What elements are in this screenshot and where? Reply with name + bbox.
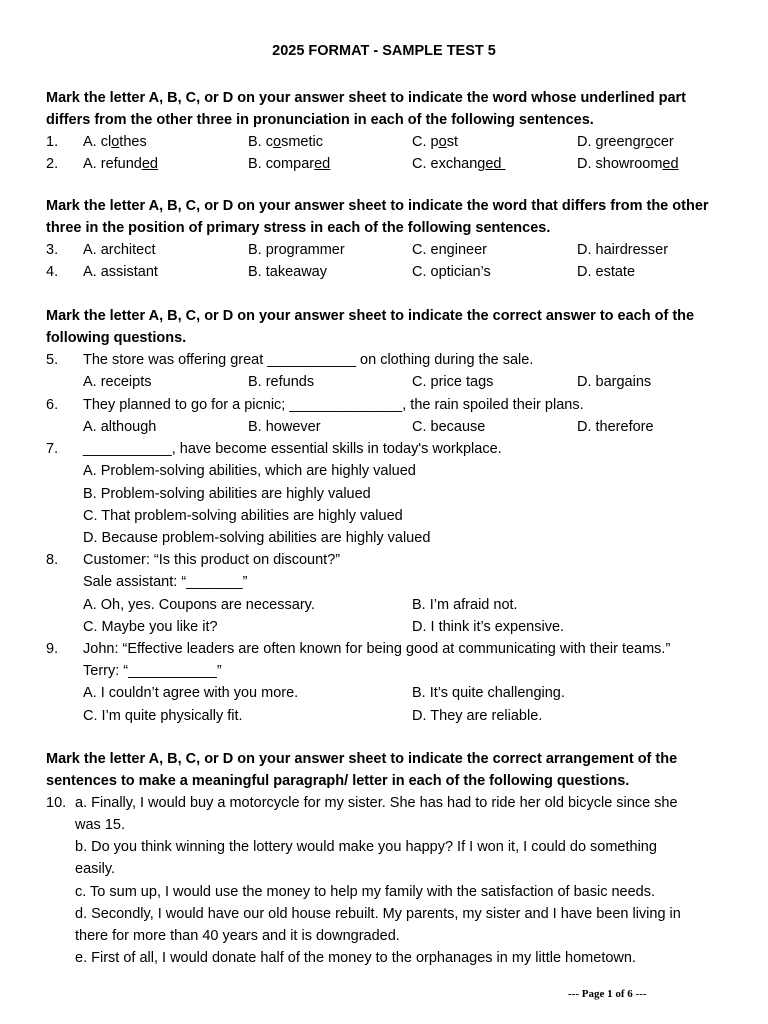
option-c: C. because bbox=[412, 419, 486, 435]
sentence-line: e. First of all, I would donate half of the money to the orphanages in my little hometown. bbox=[75, 950, 636, 966]
section-3-instruction: Mark the letter A, B, C, or D on your answer sheet to indicate the correct answer to each of the following questions. bbox=[46, 308, 695, 346]
question-7-option-d bbox=[0, 527, 768, 549]
option-d: D. Because problem-solving abilities are highly valued bbox=[83, 530, 431, 546]
question-stem: ___________, have become essential skills in today's workplace. bbox=[83, 441, 502, 457]
option-c: C. optician’s bbox=[412, 264, 491, 280]
dialogue-line: Sale assistant: “_______” bbox=[83, 574, 248, 590]
option-b: B. cosmetic bbox=[248, 134, 323, 150]
option-d: D. They are reliable. bbox=[412, 708, 543, 724]
dialogue-line: Terry: “___________” bbox=[83, 663, 222, 679]
option-c: C. engineer bbox=[412, 242, 487, 258]
option-b: B. I’m afraid not. bbox=[412, 597, 518, 613]
question-10-line bbox=[0, 947, 768, 969]
question-number: 2. bbox=[46, 156, 59, 172]
option-c: C. price tags bbox=[412, 374, 494, 390]
option-c: C. Maybe you like it? bbox=[83, 619, 218, 635]
option-d: D. estate bbox=[577, 264, 636, 280]
option-d: D. greengrocer bbox=[577, 134, 674, 150]
sentence-line: d. Secondly, I would have our old house rebuilt. My parents, my sister and I have been living in bbox=[75, 906, 681, 922]
section-4-instruction: Mark the letter A, B, C, or D on your answer sheet to indicate the correct arrangement of the sentences to make a meaningful paragraph/ letter in each of the following questions. bbox=[46, 751, 678, 789]
option-c: C. post bbox=[412, 134, 458, 150]
question-8-options-ab bbox=[0, 594, 768, 616]
question-8-options-cd bbox=[0, 616, 768, 638]
question-2 bbox=[0, 153, 768, 175]
sentence-line: a. Finally, I would buy a motorcycle for my sister. She has had to ride her old bicycle since she bbox=[75, 795, 678, 811]
option-c: C. That problem-solving abilities are highly valued bbox=[83, 508, 403, 524]
option-a: A. assistant bbox=[83, 264, 158, 280]
option-d: D. hairdresser bbox=[577, 242, 669, 258]
option-b: B. refunds bbox=[248, 374, 315, 390]
option-b: B. It’s quite challenging. bbox=[412, 685, 565, 701]
option-a: A. Problem-solving abilities, which are highly valued bbox=[83, 463, 416, 479]
option-d: D. I think it’s expensive. bbox=[412, 619, 565, 635]
question-10-line bbox=[0, 925, 768, 947]
sentence-line: easily. bbox=[75, 861, 116, 877]
section-1-instruction: Mark the letter A, B, C, or D on your answer sheet to indicate the word whose underlined part differs from the other three in pronunciation in each of the following sentences. bbox=[46, 90, 686, 128]
question-10-line bbox=[0, 903, 768, 925]
section-2-instruction: Mark the letter A, B, C, or D on your answer sheet to indicate the word that differs from the other three in the position of primary stress in each of the following sentences. bbox=[46, 198, 709, 236]
option-a: A. architect bbox=[83, 242, 156, 258]
question-number: 8. bbox=[46, 552, 59, 568]
option-b: B. programmer bbox=[248, 242, 345, 258]
question-7-option-c bbox=[0, 505, 768, 527]
question-10-line bbox=[0, 814, 768, 836]
option-a: A. although bbox=[83, 419, 157, 435]
sentence-line: b. Do you think winning the lottery would make you happy? If I won it, I could do something bbox=[75, 839, 657, 855]
question-stem: They planned to go for a picnic; ______________, the rain spoiled their plans. bbox=[83, 397, 584, 413]
option-d: D. therefore bbox=[577, 419, 654, 435]
sentence-line: was 15. bbox=[75, 817, 125, 833]
dialogue-line: John: “Effective leaders are often known for being good at communicating with their teams.” bbox=[83, 641, 671, 657]
sentence-line: c. To sum up, I would use the money to help my family with the satisfaction of basic needs. bbox=[75, 884, 656, 900]
question-5-options bbox=[0, 371, 768, 393]
question-number: 1. bbox=[46, 134, 59, 150]
option-c: C. I’m quite physically fit. bbox=[83, 708, 243, 724]
question-8 bbox=[0, 549, 768, 571]
sentence-line: there for more than 40 years and it is downgraded. bbox=[75, 928, 400, 944]
question-6-options bbox=[0, 416, 768, 438]
question-7-option-a bbox=[0, 460, 768, 482]
question-1 bbox=[0, 131, 768, 153]
question-10-line bbox=[0, 881, 768, 903]
question-number: 4. bbox=[46, 264, 59, 280]
question-number: 5. bbox=[46, 352, 59, 368]
option-b: B. however bbox=[248, 419, 321, 435]
question-9-line2 bbox=[0, 660, 768, 682]
question-10 bbox=[0, 792, 768, 814]
option-a: A. receipts bbox=[83, 374, 152, 390]
question-9-options-ab bbox=[0, 682, 768, 704]
option-a: A. Oh, yes. Coupons are necessary. bbox=[83, 597, 315, 613]
option-d: D. showroomed bbox=[577, 156, 679, 172]
question-number: 10. bbox=[46, 795, 67, 811]
page-footer: --- Page 1 of 6 --- bbox=[568, 988, 647, 1000]
question-number: 3. bbox=[46, 242, 59, 258]
option-d: D. bargains bbox=[577, 374, 652, 390]
question-10-line bbox=[0, 858, 768, 880]
question-number: 6. bbox=[46, 397, 59, 413]
page-title: 2025 FORMAT - SAMPLE TEST 5 bbox=[272, 43, 496, 59]
option-a: A. refunded bbox=[83, 156, 158, 172]
dialogue-line: Customer: “Is this product on discount?” bbox=[83, 552, 341, 568]
question-number: 7. bbox=[46, 441, 59, 457]
question-9-options-cd bbox=[0, 705, 768, 727]
question-5 bbox=[0, 349, 768, 371]
question-10-line bbox=[0, 836, 768, 858]
question-7-option-b bbox=[0, 483, 768, 505]
option-b: B. takeaway bbox=[248, 264, 327, 280]
option-b: B. compared bbox=[248, 156, 331, 172]
question-7 bbox=[0, 438, 768, 460]
option-a: A. clothes bbox=[83, 134, 147, 150]
question-4 bbox=[0, 261, 768, 283]
question-8-line2 bbox=[0, 571, 768, 593]
question-3 bbox=[0, 239, 768, 261]
question-9 bbox=[0, 638, 768, 660]
question-stem: The store was offering great ___________ on clothing during the sale. bbox=[83, 352, 534, 368]
question-6 bbox=[0, 394, 768, 416]
question-number: 9. bbox=[46, 641, 59, 657]
option-a: A. I couldn’t agree with you more. bbox=[83, 685, 299, 701]
option-c: C. exchanged bbox=[412, 156, 506, 172]
option-b: B. Problem-solving abilities are highly valued bbox=[83, 486, 371, 502]
